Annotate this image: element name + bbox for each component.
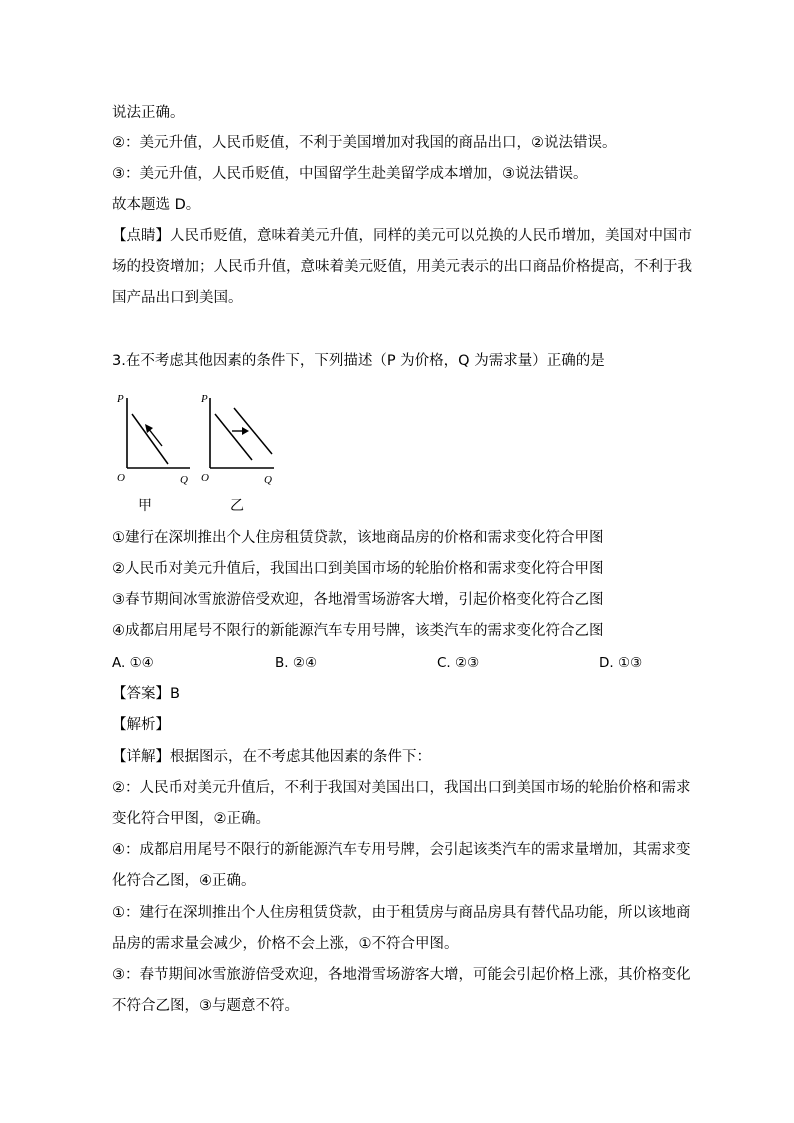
x-axis-label: Q (264, 474, 272, 486)
graph-caption-yi: 乙 (230, 498, 244, 514)
option-a: A. ①④ (112, 655, 154, 671)
x-axis-label: Q (180, 474, 188, 486)
detail-line: 不符合乙图，③与题意不符。 (112, 998, 299, 1014)
detail-line: ④：成都启用尾号不限行的新能源汽车专用号牌，会引起该类汽车的需求量增加，其需求变 (112, 842, 691, 858)
demand-curve-original (215, 414, 252, 460)
detail-line: 品房的需求量会减少，价格不会上涨，①不符合甲图。 (112, 936, 459, 952)
statement: ④成都启用尾号不限行的新能源汽车专用号牌，该类汽车的需求变化符合乙图 (112, 623, 604, 639)
arrow-head-icon (242, 427, 249, 435)
note-line: 场的投资增加；人民币升值，意味着美元贬值，用美元表示的出口商品价格提高，不利于我 (112, 259, 692, 275)
question-stem: 3.在不考虑其他因素的条件下，下列描述（P 为价格，Q 为需求量）正确的是 (112, 353, 605, 369)
text-line: 说法正确。 (112, 105, 185, 121)
origin-label: O (117, 472, 125, 484)
detail-line: 变化符合甲图，②正确。 (112, 811, 270, 827)
detail-line: ②：人民币对美元升值后，不利于我国对美国出口，我国出口到美国市场的轮胎价格和需求 (112, 780, 691, 796)
movement-arrow (148, 428, 162, 446)
statement: ①建行在深圳推出个人住房租赁贷款，该地商品房的价格和需求变化符合甲图 (112, 530, 604, 546)
detail-line: ①：建行在深圳推出个人住房租赁贷款，由于租赁房与商品房具有替代品功能，所以该地商 (112, 905, 691, 921)
demand-curve (132, 414, 168, 464)
origin-label: O (201, 472, 209, 484)
option-b: B. ②④ (275, 655, 318, 671)
note-line: 国产品出口到美国。 (112, 290, 243, 306)
graph-caption-jia: 甲 (138, 498, 152, 514)
detail-line: ③：春节期间冰雪旅游倍受欢迎，各地滑雪场游客大增，可能会引起价格上涨，其价格变化 (112, 967, 691, 983)
y-axis-label: P (117, 393, 124, 405)
answer-line: 【答案】B (112, 686, 180, 702)
statement: ③春节期间冰雪旅游倍受欢迎，各地滑雪场游客大增，引起价格变化符合乙图 (112, 592, 604, 608)
note-line: 【点睛】人民币贬值，意味着美元升值，同样的美元可以兑换的人民币增加，美国对中国市 (112, 228, 692, 244)
graph-yi (198, 388, 284, 488)
option-c: C. ②③ (437, 655, 480, 671)
y-axis-label: P (201, 393, 208, 405)
text-line: 故本题选 D。 (112, 197, 201, 213)
text-line: ②：美元升值，人民币贬值，不利于美国增加对我国的商品出口，②说法错误。 (112, 135, 617, 151)
option-d: D. ①③ (599, 655, 643, 671)
analysis-label: 【解析】 (112, 717, 170, 733)
detail-line: 化符合乙图，④正确。 (112, 873, 256, 889)
arrow-head-icon (145, 424, 153, 433)
statement: ②人民币对美元升值后，我国出口到美国市场的轮胎价格和需求变化符合甲图 (112, 561, 604, 577)
text-line: ③：美元升值，人民币贬值，中国留学生赴美留学成本增加，③说法错误。 (112, 166, 588, 182)
graph-jia (112, 388, 198, 488)
detail-line: 【详解】根据图示，在不考虑其他因素的条件下： (112, 749, 431, 765)
